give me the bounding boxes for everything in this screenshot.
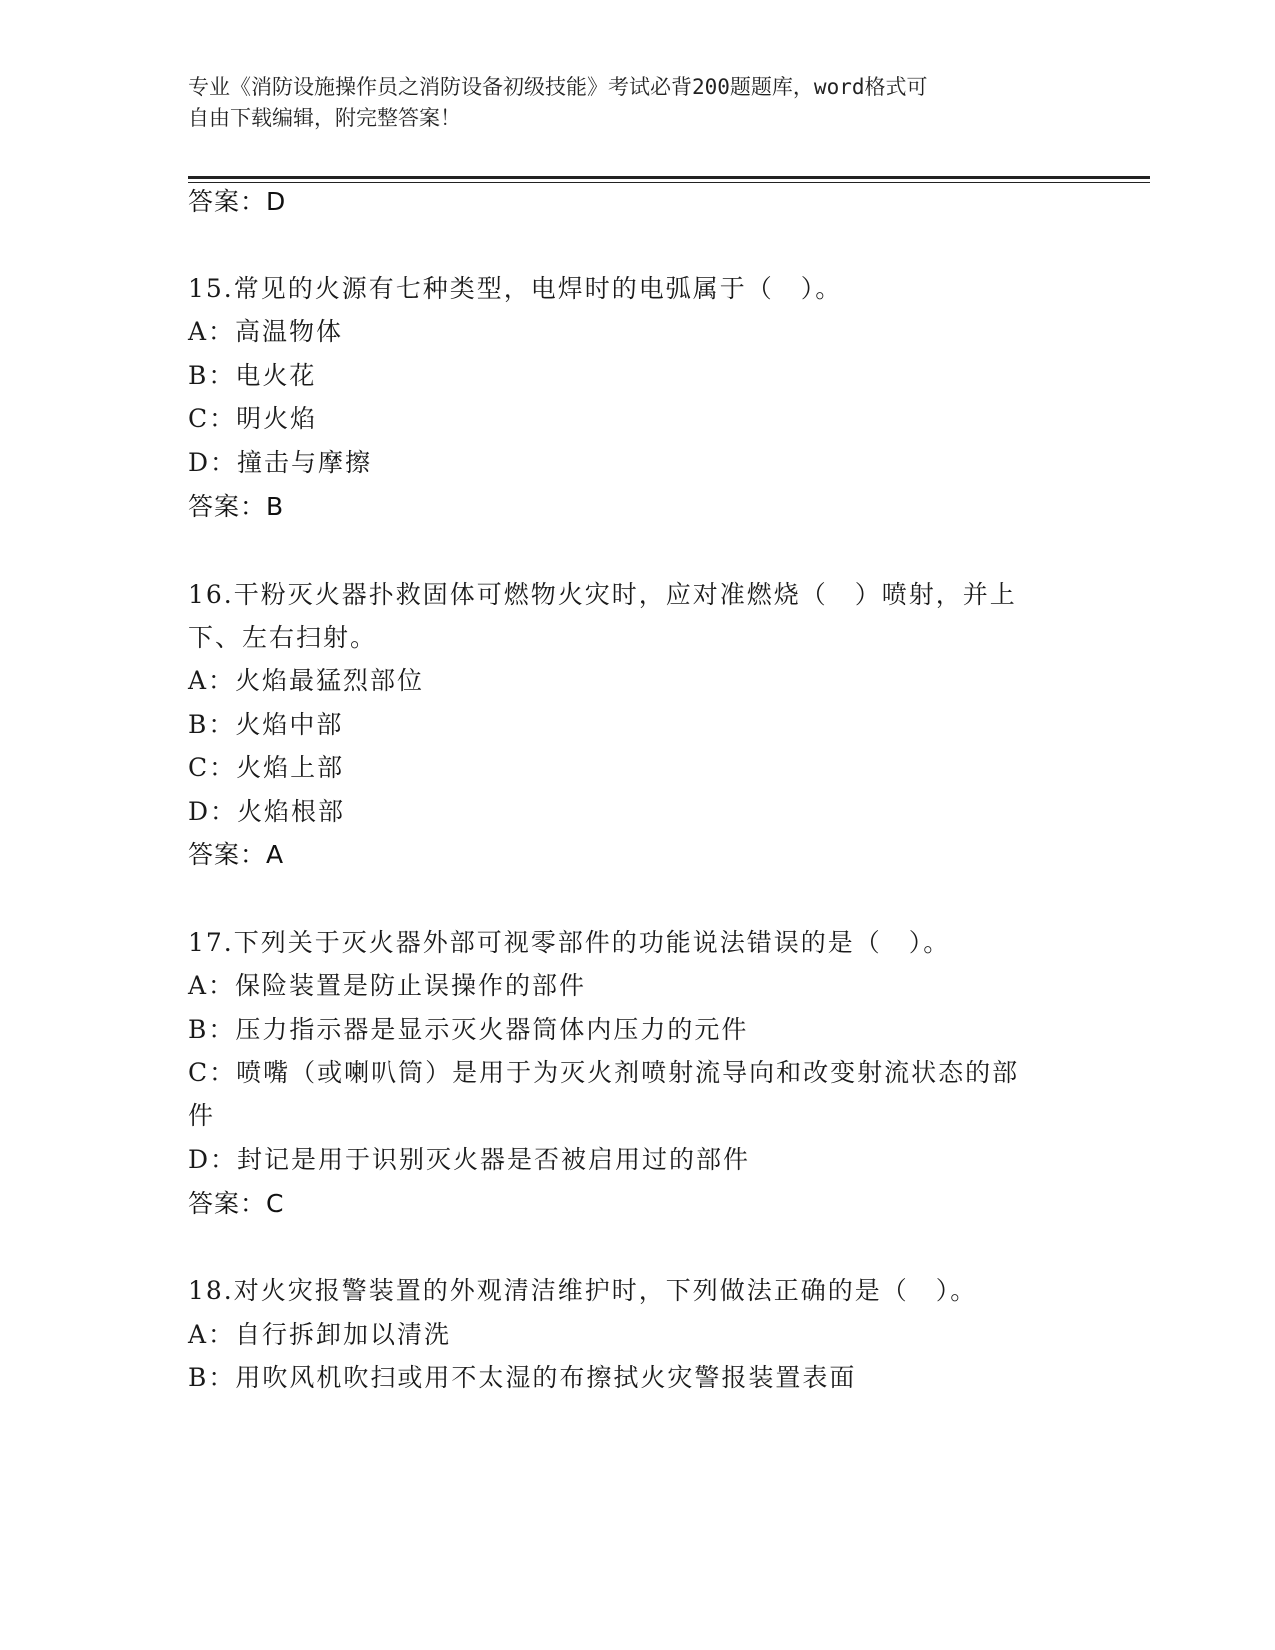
question-16-option-a: A：火焰最猛烈部位 bbox=[188, 666, 425, 695]
question-18-option-b: B：用吹风机吹扫或用不太湿的布擦拭火灾警报装置表面 bbox=[188, 1363, 857, 1392]
question-16-answer: 答案：A bbox=[188, 840, 285, 869]
question-17-answer: 答案：C bbox=[188, 1189, 285, 1218]
question-17-option-a: A：保险装置是防止误操作的部件 bbox=[188, 971, 587, 1000]
question-15-stem: 15.常见的火源有七种类型，电焊时的电弧属于（ ）。 bbox=[188, 274, 843, 303]
question-15-answer: 答案：B bbox=[188, 492, 285, 521]
question-16-stem-line-2: 下、左右扫射。 bbox=[188, 623, 378, 652]
question-16-stem-line-1: 16.干粉灭火器扑救固体可燃物火灾时，应对准燃烧（ ）喷射，并上 bbox=[188, 580, 1017, 609]
header-line-1: 专业《消防设施操作员之消防设备初级技能》考试必背200题题库，word格式可 bbox=[188, 75, 928, 99]
question-16-option-b: B：火焰中部 bbox=[188, 710, 344, 739]
question-15-option-b: B：电火花 bbox=[188, 361, 317, 390]
question-17-stem: 17.下列关于灭火器外部可视零部件的功能说法错误的是（ ）。 bbox=[188, 928, 951, 957]
question-15-option-d: D：撞击与摩擦 bbox=[188, 448, 373, 477]
question-15-option-a: A：高温物体 bbox=[188, 317, 344, 346]
question-15-option-c: C：明火焰 bbox=[188, 404, 318, 433]
question-16-option-c: C：火焰上部 bbox=[188, 753, 345, 782]
question-17-option-b: B：压力指示器是显示灭火器筒体内压力的元件 bbox=[188, 1015, 749, 1044]
answer-prev: 答案：D bbox=[188, 187, 287, 216]
question-17-option-c-line-2: 件 bbox=[188, 1101, 216, 1130]
question-17-option-d: D：封记是用于识别灭火器是否被启用过的部件 bbox=[188, 1145, 751, 1174]
question-18-stem: 18.对火灾报警装置的外观清洁维护时，下列做法正确的是（ ）。 bbox=[188, 1276, 978, 1305]
question-16-option-d: D：火焰根部 bbox=[188, 797, 346, 826]
question-17-option-c-line-1: C：喷嘴（或喇叭筒）是用于为灭火剂喷射流导向和改变射流状态的部 bbox=[188, 1058, 1020, 1087]
document-header bbox=[188, 72, 1068, 134]
header-line-2: 自由下载编辑，附完整答案！ bbox=[188, 106, 461, 130]
header-divider-thin bbox=[188, 182, 1150, 183]
header-divider-thick bbox=[188, 176, 1150, 179]
question-18-option-a: A：自行拆卸加以清洗 bbox=[188, 1320, 452, 1349]
